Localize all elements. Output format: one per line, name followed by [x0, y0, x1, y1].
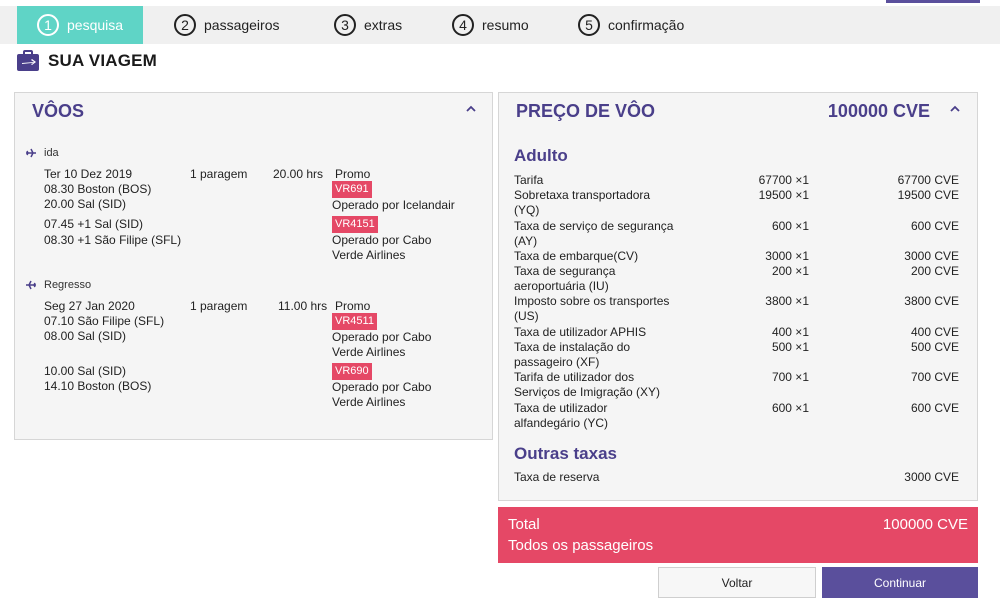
price-row-amount: 67700 CVE: [897, 173, 959, 187]
flights-title: VÔOS: [32, 101, 85, 121]
price-row-name: Imposto sobre os transportes: [514, 294, 670, 308]
plane-icon: [25, 147, 37, 159]
price-row-mult: 67700 ×1: [758, 173, 809, 187]
price-row-amount: 400 CVE: [910, 325, 959, 339]
outbound-duration: 20.00 hrs: [273, 167, 324, 181]
operator-text: Verde Airlines: [332, 395, 406, 409]
price-row-amount: 3000 CVE: [904, 249, 959, 263]
step-label: extras: [364, 17, 403, 33]
suitcase-plane-icon: [16, 50, 40, 72]
progress-steps: [0, 6, 1000, 44]
price-row-name: Taxa de segurança: [514, 264, 616, 278]
price-row-name-cont: (US): [514, 309, 539, 323]
price-row-mult: 200 ×1: [771, 264, 809, 278]
operator-text: Verde Airlines: [332, 345, 406, 359]
price-row-name-cont: (YQ): [514, 203, 540, 217]
return-duration: 11.00 hrs: [278, 299, 328, 313]
price-row-mult: 400 ×1: [771, 325, 809, 339]
return-label: [25, 279, 91, 291]
leg-arrival: 08.00 Sal (SID): [44, 329, 127, 343]
flight-number-badge: VR691: [332, 181, 372, 198]
operator-text: Operado por Cabo: [332, 233, 432, 247]
leg-arrival: 08.30 +1 São Filipe (SFL): [44, 233, 182, 247]
operator-text: Verde Airlines: [332, 248, 406, 262]
other-fees-heading: Outras taxas: [514, 444, 617, 463]
total-bar: [498, 507, 978, 563]
price-row-amount: 3800 CVE: [904, 294, 959, 308]
return-date: Seg 27 Jan 2020: [44, 299, 135, 313]
continue-button[interactable]: Continuar: [822, 567, 978, 598]
back-button[interactable]: Voltar: [658, 567, 816, 598]
step-confirmacao[interactable]: [578, 6, 684, 44]
flight-number-badge: VR4151: [332, 216, 378, 233]
collapse-caret-icon[interactable]: [948, 102, 962, 116]
step-label: confirmação: [608, 17, 685, 33]
price-row-name-cont: Serviços de Imigração (XY): [514, 385, 661, 399]
price-row-name: Taxa de utilizador APHIS: [514, 325, 647, 339]
price-total-header: 100000 CVE: [827, 101, 930, 121]
step-number: 3: [334, 14, 356, 36]
adult-heading: Adulto: [514, 146, 568, 165]
price-row-name-cont: passageiro (XF): [514, 355, 600, 369]
price-row-name: Taxa de serviço de segurança: [514, 219, 674, 233]
leg-arrival: 20.00 Sal (SID): [44, 197, 127, 211]
step-number: 2: [174, 14, 196, 36]
price-row-mult: 3000 ×1: [765, 249, 809, 263]
step-label: passageiros: [204, 17, 280, 33]
price-row-name-cont: alfandegário (YC): [514, 416, 609, 430]
step-number: 1: [37, 14, 59, 36]
price-row-mult: 600 ×1: [771, 219, 809, 233]
operator-text: Operado por Cabo: [332, 380, 432, 394]
price-row-name: Taxa de embarque(CV): [514, 249, 639, 263]
price-row-mult: 500 ×1: [771, 340, 809, 354]
outbound-stops: 1 paragem: [190, 167, 248, 181]
price-row-amount: 600 CVE: [910, 401, 959, 415]
direction-text: ida: [44, 147, 59, 159]
total-label: Total: [508, 516, 540, 533]
flights-panel: [14, 92, 493, 440]
price-row-mult: 700 ×1: [771, 370, 809, 384]
price-row-name-cont: (AY): [514, 234, 538, 248]
step-extras[interactable]: [334, 6, 402, 44]
direction-text: Regresso: [44, 279, 92, 291]
price-row-name-cont: aeroportuária (IU): [514, 279, 609, 293]
leg-departure: 08.30 Boston (BOS): [44, 182, 152, 196]
top-accent-bar: [886, 0, 980, 3]
price-row-amount: 600 CVE: [910, 219, 959, 233]
price-row-name: Tarifa: [514, 173, 544, 187]
price-row-amount: 19500 CVE: [897, 188, 959, 202]
price-row-amount: 3000 CVE: [904, 470, 959, 484]
price-row-mult: 19500 ×1: [758, 188, 809, 202]
price-row-amount: 200 CVE: [910, 264, 959, 278]
price-row-amount: 500 CVE: [910, 340, 959, 354]
step-label: resumo: [482, 17, 529, 33]
price-row-name: Taxa de instalação do: [514, 340, 631, 354]
return-stops: 1 paragem: [190, 299, 248, 313]
step-label: pesquisa: [67, 17, 124, 33]
step-resumo[interactable]: [452, 6, 529, 44]
price-panel: [498, 92, 978, 501]
price-row-amount: 700 CVE: [910, 370, 959, 384]
step-number: 4: [452, 14, 474, 36]
step-number: 5: [578, 14, 600, 36]
flight-number-badge: VR4511: [332, 313, 377, 330]
outbound-date: Ter 10 Dez 2019: [44, 167, 133, 181]
total-value: 100000 CVE: [882, 516, 968, 533]
leg-departure: 07.45 +1 Sal (SID): [44, 217, 144, 231]
operator-text: Operado por Icelandair: [332, 198, 455, 212]
price-title: PREÇO DE VÔO: [516, 101, 656, 121]
return-fare: Promo: [335, 299, 371, 313]
step-passageiros[interactable]: [174, 6, 280, 44]
step-pesquisa[interactable]: [17, 6, 143, 44]
leg-departure: 10.00 Sal (SID): [44, 364, 127, 378]
price-row-name: Taxa de utilizador: [514, 401, 608, 415]
total-sublabel: Todos os passageiros: [508, 537, 654, 554]
leg-arrival: 14.10 Boston (BOS): [44, 379, 152, 393]
outbound-fare: Promo: [335, 167, 371, 181]
price-row-name: Taxa de reserva: [514, 470, 600, 484]
leg-departure: 07.10 São Filipe (SFL): [44, 314, 165, 328]
flight-number-badge: VR690: [332, 363, 372, 380]
page-title: SUA VIAGEM: [48, 51, 158, 70]
trip-header: [16, 48, 157, 74]
collapse-caret-icon[interactable]: [464, 102, 478, 116]
operator-text: Operado por Cabo: [332, 330, 432, 344]
plane-icon: [25, 279, 37, 291]
price-row-name: Tarifa de utilizador dos: [514, 370, 635, 384]
price-row-mult: 3800 ×1: [765, 294, 809, 308]
outbound-label: [25, 147, 59, 159]
price-row-mult: 600 ×1: [771, 401, 809, 415]
price-row-name: Sobretaxa transportadora: [514, 188, 651, 202]
